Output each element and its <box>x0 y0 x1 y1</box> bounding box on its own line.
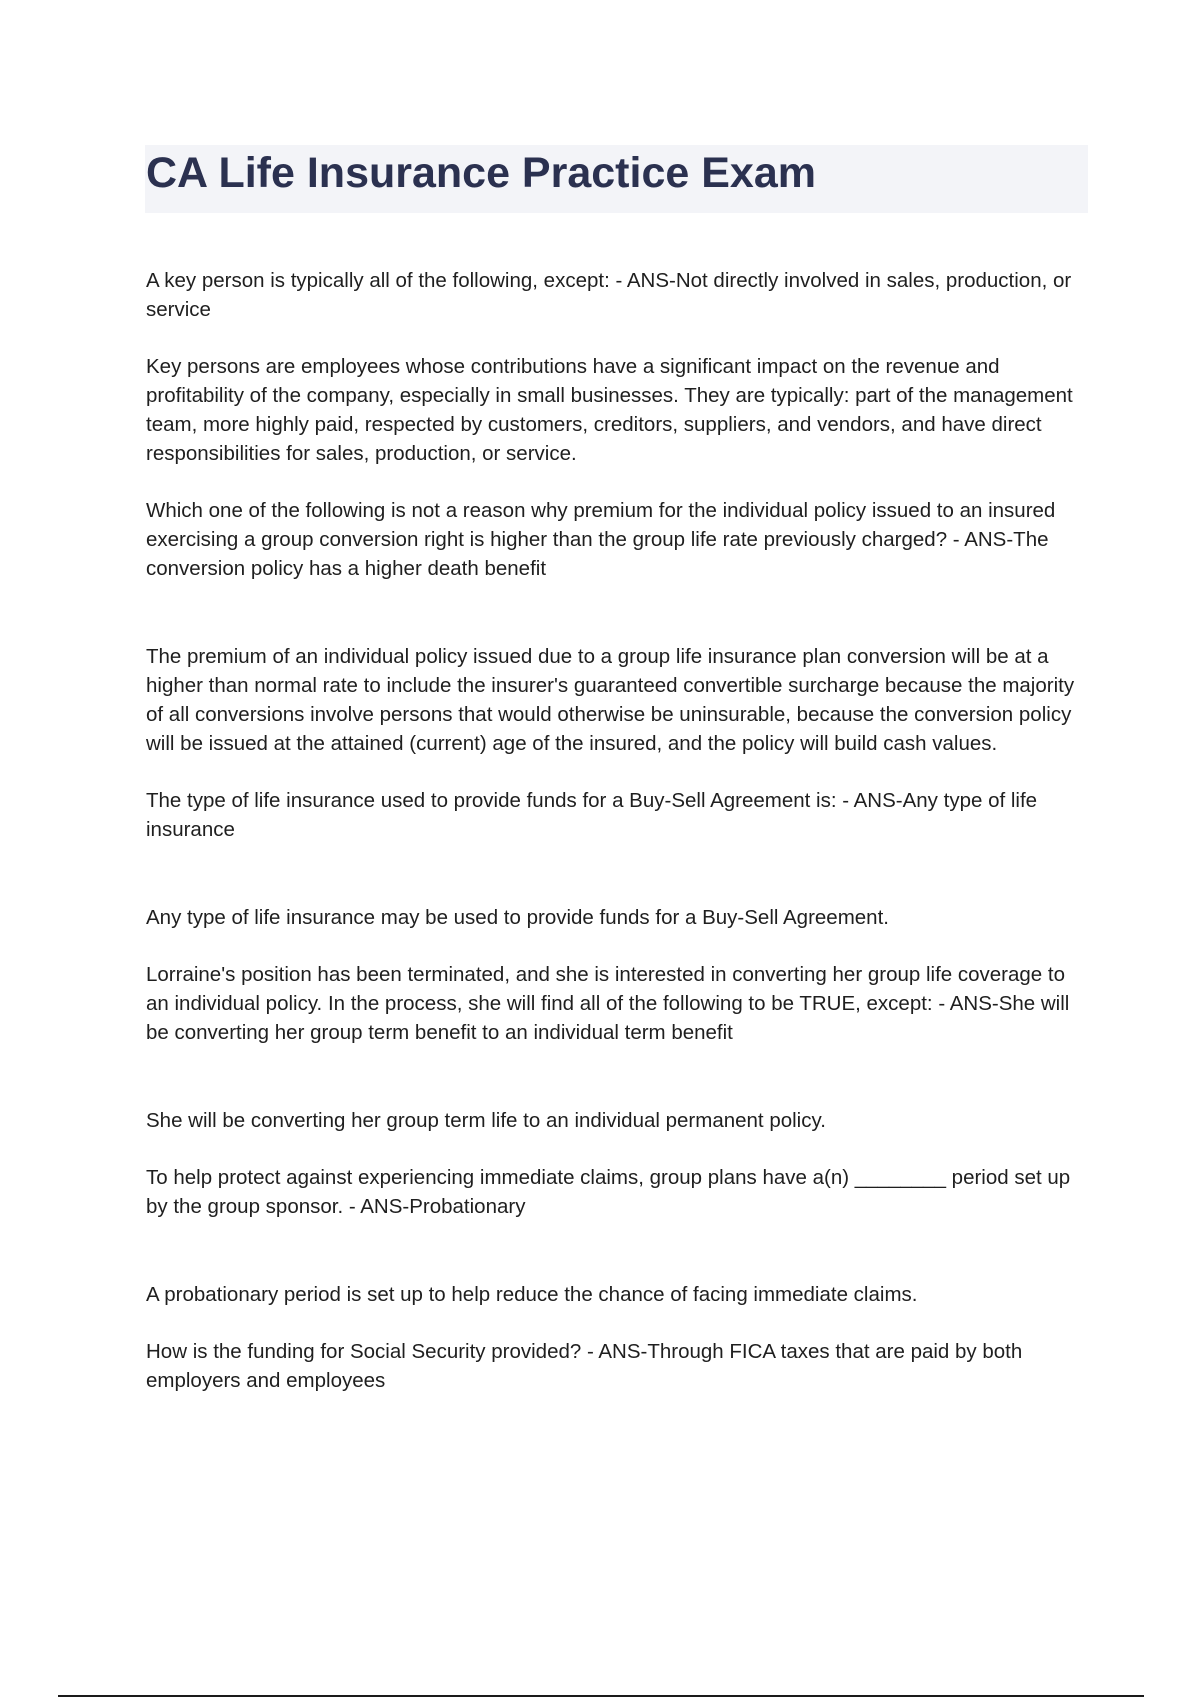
explanation-group-conversion-premium: The premium of an individual policy issued due to a group life insurance plan conversion will be at a higher than normal rate to include the insurer's guaranteed convertible surcharge because the majority of all conversions involve persons that would otherwise be uninsurable, because the conversion policy will be issued at the attained (current) age of the insured, and the policy will build cash values. <box>146 645 1075 755</box>
explanation-buy-sell-agreement: Any type of life insurance may be used to provide funds for a Buy-Sell Agreement. <box>146 906 889 929</box>
explanation-lorraine-conversion: She will be converting her group term life to an individual permanent policy. <box>146 1109 826 1132</box>
page-title: CA Life Insurance Practice Exam <box>146 149 816 197</box>
question-group-conversion-premium: Which one of the following is not a reason why premium for the individual policy issued to an insured exercising a group conversion right is higher than the group life rate previously charged? - ANS-The conversion policy has a higher death benefit <box>146 499 1056 580</box>
question-buy-sell-agreement: The type of life insurance used to provide funds for a Buy-Sell Agreement is: - ANS-Any type of life insurance <box>146 789 1038 841</box>
explanation-key-person: Key persons are employees whose contributions have a significant impact on the revenue and profitability of the company, especially in small businesses. They are typically: part of the management team, more highly paid, respected by customers, creditors, suppliers, and vendors, and have direct responsibilities for sales, production, or service. <box>146 355 1073 465</box>
question-social-security-funding: How is the funding for Social Security provided? - ANS-Through FICA taxes that are paid by both employers and employees <box>146 1340 1023 1392</box>
question-probationary-period: To help protect against experiencing immediate claims, group plans have a(n) ________ period set up by the group sponsor. - ANS-Probationary <box>146 1166 1071 1218</box>
footer-rule <box>58 1695 1144 1697</box>
explanation-probationary-period: A probationary period is set up to help reduce the chance of facing immediate claims. <box>146 1283 918 1306</box>
question-key-person: A key person is typically all of the following, except: - ANS-Not directly involved in sales, production, or service <box>146 269 1072 321</box>
question-lorraine-conversion: Lorraine's position has been terminated, and she is interested in converting her group life coverage to an individual policy. In the process, she will find all of the following to be TRUE, except: - ANS-She will be converting her group term benefit to an individual term benefit <box>146 963 1070 1044</box>
document-body <box>146 266 1086 1395</box>
